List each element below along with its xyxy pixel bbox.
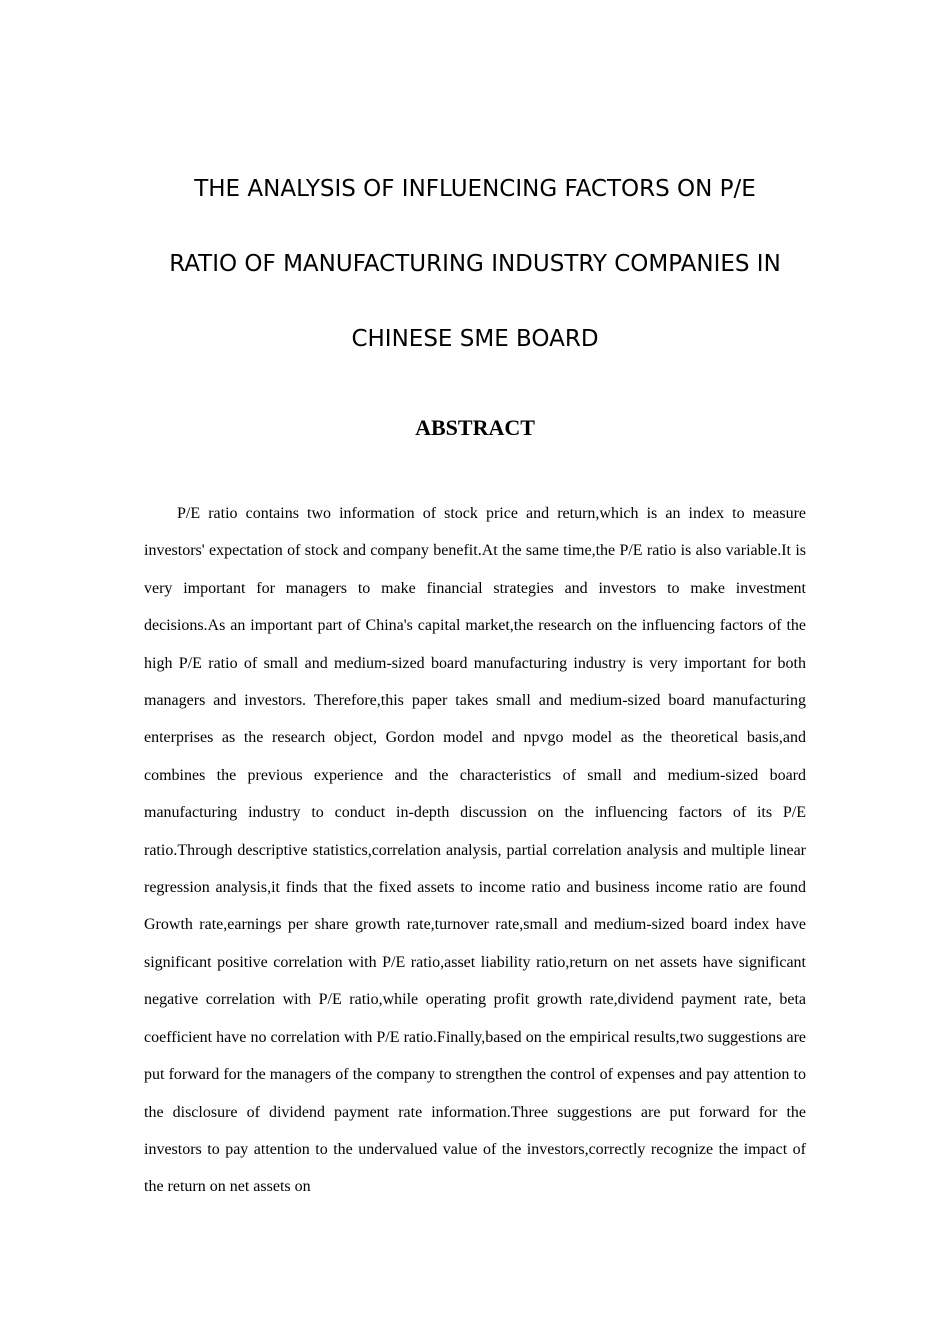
title-line-2: RATIO OF MANUFACTURING INDUSTRY COMPANIES IN xyxy=(169,251,781,277)
paper-title xyxy=(100,152,850,377)
title-line-3: CHINESE SME BOARD xyxy=(351,326,599,352)
abstract-paragraph: P/E ratio contains two information of stock price and return,which is an index to measure investors' expectation of stock and company benefit.At the same time,the P/E ratio is also variable.It is very important for managers to make financial strategies and investors to make investment decisions.As an important part of China's capital market,the research on the influencing factors of the high P/E ratio of small and medium-sized board manufacturing industry is very important for both managers and investors. Therefore,this paper takes small and medium-sized board manufacturing enterprises as the research object, Gordon model and npvgo model as the theoretical basis,and combines the previous experience and the characteristics of small and medium-sized board manufacturing industry to conduct in-depth discussion on the influencing factors of its P/E ratio.Through descriptive statistics,correlation analysis, partial correlation analysis and multiple linear regression analysis,it finds that the fixed assets to income ratio and business income ratio are found Growth rate,earnings per share growth rate,turnover rate,small and medium-sized board index have significant positive correlation with P/E ratio,asset liability ratio,return on net assets have significant negative correlation with P/E ratio,while operating profit growth rate,dividend payment rate, beta coefficient have no correlation with P/E ratio.Finally,based on the empirical results,two suggestions are put forward for the managers of the company to strengthen the control of expenses and pay attention to the disclosure of dividend payment rate information.Three suggestions are put forward for the investors to pay attention to the undervalued value of the investors,correctly recognize the impact of the return on net assets on xyxy=(144,505,806,1196)
title-line-1: THE ANALYSIS OF INFLUENCING FACTORS ON P/E xyxy=(194,176,756,202)
abstract-heading: ABSTRACT xyxy=(415,415,535,440)
